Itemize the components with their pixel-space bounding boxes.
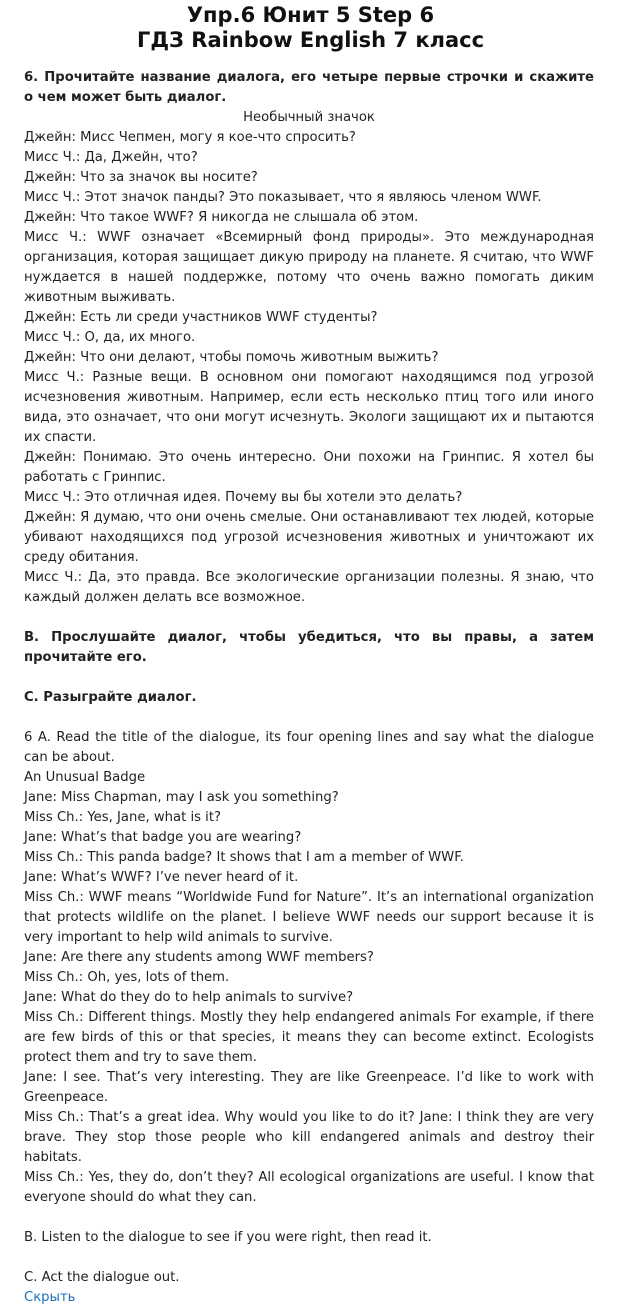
- dialogue-line-en: Jane: What’s that badge you are wearing?: [24, 830, 302, 845]
- dialogue-line-ru: Мисс Ч.: Да, это правда. Все экологические организации полезны. Я знаю, что каждый должен делать все возможное.: [24, 570, 594, 605]
- dialogue-line-en: Miss Ch.: Yes, Jane, what is it?: [24, 810, 222, 825]
- dialogue-line-ru: Джейн: Есть ли среди участников WWF студенты?: [24, 310, 378, 325]
- dialogue-line-en: Miss Ch.: WWF means “Worldwide Fund for Nature”. It’s an international organization that protects wildlife on the planet. I believe WWF needs our support because it is very important to help wild animals to survive.: [24, 890, 594, 945]
- hide-link[interactable]: Скрыть: [24, 1290, 76, 1305]
- dialogue-line-en: Jane: Miss Chapman, may I ask you something?: [24, 790, 339, 805]
- task-b-en: B. Listen to the dialogue to see if you were right, then read it.: [24, 1230, 432, 1245]
- dialogue-line-ru: Джейн: Понимаю. Это очень интересно. Они похожи на Гринпис. Я хотел бы работать с Гринпис.: [24, 450, 594, 485]
- spacer: [24, 708, 594, 728]
- task-6-en: 6 A. Read the title of the dialogue, its four opening lines and say what the dialogue can be about.: [24, 730, 594, 765]
- dialogue-title-ru: Необычный значок: [243, 110, 375, 125]
- dialogue-line-ru: Мисс Ч.: WWF означает «Всемирный фонд природы». Это международная организация, которая защищает дикую природу на планете. Я считаю, что WWF нуждается в нашей поддержке, потому что очень важно помогать диким животным выживать.: [24, 230, 594, 305]
- dialogue-line-en: Jane: Are there any students among WWF members?: [24, 950, 374, 965]
- dialogue-line-ru: Мисс Ч.: Да, Джейн, что?: [24, 150, 198, 165]
- dialogue-line-ru: Джейн: Что они делают, чтобы помочь животным выжить?: [24, 350, 439, 365]
- spacer: [24, 668, 594, 688]
- dialogue-line-ru: Мисс Ч.: Это отличная идея. Почему вы бы хотели это делать?: [24, 490, 463, 505]
- task-c-ru: C. Разыграйте диалог.: [24, 690, 197, 705]
- page-title: Упр.6 Юнит 5 Step 6: [186, 3, 435, 27]
- dialogue-line-en: Miss Ch.: Different things. Mostly they help endangered animals For example, if there are few birds of this or that species, it means they can become extinct. Ecologists protect them and try to save them.: [24, 1010, 594, 1065]
- dialogue-line-en: Jane: What’s WWF? I’ve never heard of it.: [24, 870, 299, 885]
- dialogue-ru: [24, 128, 594, 608]
- spacer: [24, 1248, 594, 1268]
- dialogue-line-ru: Мисс Ч.: Разные вещи. В основном они помогают находящимся под угрозой исчезновения животным. Например, если есть несколько птиц того или иного вида, это означает, что они могут исчезнуть. Экологи защищают их и пытаются их спасти.: [24, 370, 594, 445]
- dialogue-line-en: Miss Ch.: This panda badge? It shows that I am a member of WWF.: [24, 850, 464, 865]
- dialogue-line-en: Miss Ch.: Yes, they do, don’t they? All ecological organizations are useful. I know that everyone should do what they can.: [24, 1170, 594, 1205]
- dialogue-line-ru: Джейн: Я думаю, что они очень смелые. Они останавливают тех людей, которые убивают находящихся под угрозой исчезновения животных и уничтожают их среду обитания.: [24, 510, 594, 565]
- dialogue-line-en: Miss Ch.: Oh, yes, lots of them.: [24, 970, 230, 985]
- dialogue-title-en: An Unusual Badge: [24, 770, 146, 785]
- dialogue-line-ru: Джейн: Что такое WWF? Я никогда не слышала об этом.: [24, 210, 419, 225]
- dialogue-line-en: Jane: What do they do to help animals to survive?: [24, 990, 354, 1005]
- task-c-en: C. Act the dialogue out.: [24, 1270, 180, 1285]
- dialogue-line-ru: Джейн: Что за значок вы носите?: [24, 170, 258, 185]
- page-subtitle: ГДЗ Rainbow English 7 класс: [136, 28, 485, 52]
- dialogue-line-en: Jane: I see. That’s very interesting. They are like Greenpeace. I’d like to work with Greenpeace.: [24, 1070, 594, 1105]
- spacer: [24, 1208, 594, 1228]
- dialogue-en: [24, 788, 594, 1208]
- dialogue-line-ru: Джейн: Мисс Чепмен, могу я кое-что спросить?: [24, 130, 356, 145]
- dialogue-line-ru: Мисс Ч.: О, да, их много.: [24, 330, 196, 345]
- exercise-content: [24, 68, 594, 1308]
- spacer: [24, 608, 594, 628]
- dialogue-line-en: Miss Ch.: That’s a great idea. Why would you like to do it? Jane: I think they are very brave. They stop those people who kill endangered animals and destroy their habitats.: [24, 1110, 594, 1165]
- task-6-ru: 6. Прочитайте название диалога, его четыре первые строчки и скажите о чем может быть диалог.: [24, 70, 594, 105]
- task-b-ru: B. Прослушайте диалог, чтобы убедиться, что вы правы, а затем прочитайте его.: [24, 630, 594, 665]
- dialogue-line-ru: Мисс Ч.: Этот значок панды? Это показывает, что я являюсь членом WWF.: [24, 190, 542, 205]
